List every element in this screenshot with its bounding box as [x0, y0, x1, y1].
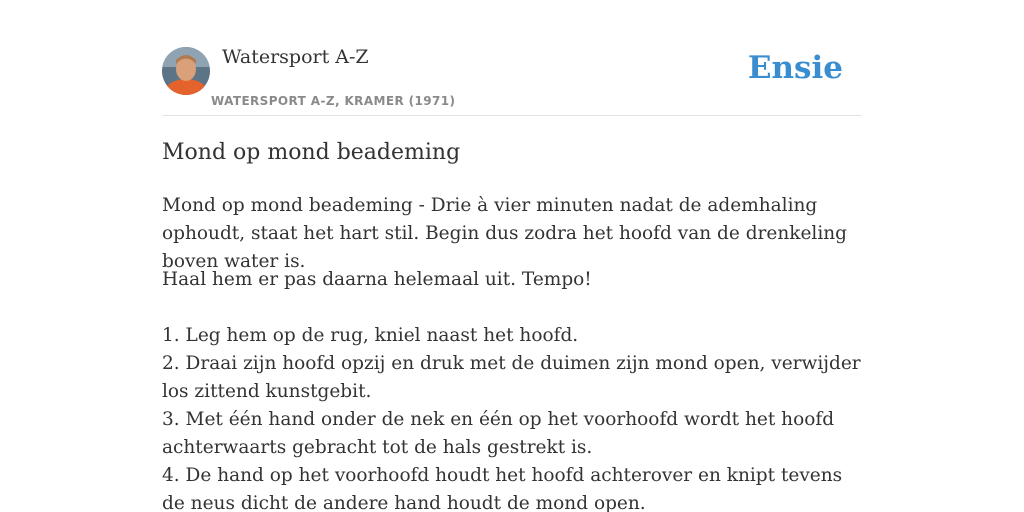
person-photo-icon [162, 47, 210, 95]
header-divider [162, 115, 862, 116]
step-item: 1. Leg hem op de rug, kniel naast het hoofd. [162, 325, 579, 346]
author-avatar[interactable] [162, 47, 210, 95]
step-item: 3. Met één hand onder de nek en één op het voorhoofd wordt het hoofd achterwaarts gebracht tot de hals gestrekt is. [162, 409, 835, 458]
source-name[interactable]: Watersport A-Z [222, 46, 369, 68]
steps-list [162, 322, 862, 512]
article-paragraph: Mond op mond beademing - Drie à vier minuten nadat de ademhaling ophoudt, staat het hart stil. Begin dus zodra het hoofd van de drenkeling boven water is. [162, 195, 847, 272]
site-logo[interactable]: Ensie [747, 50, 843, 86]
article-title: Mond op mond beademing [162, 140, 461, 165]
step-item: 2. Draai zijn hoofd opzij en druk met de duimen zijn mond open, verwijder los zittend kunstgebit. [162, 353, 861, 402]
article-page [162, 0, 862, 512]
step-item: 4. De hand op het voorhoofd houdt het hoofd achterover en knipt tevens de neus dicht de andere hand houdt de mond open. [162, 465, 843, 512]
source-subtitle[interactable]: WATERSPORT A-Z, KRAMER (1971) [211, 94, 456, 108]
article-paragraph: Haal hem er pas daarna helemaal uit. Tempo! [162, 269, 592, 290]
